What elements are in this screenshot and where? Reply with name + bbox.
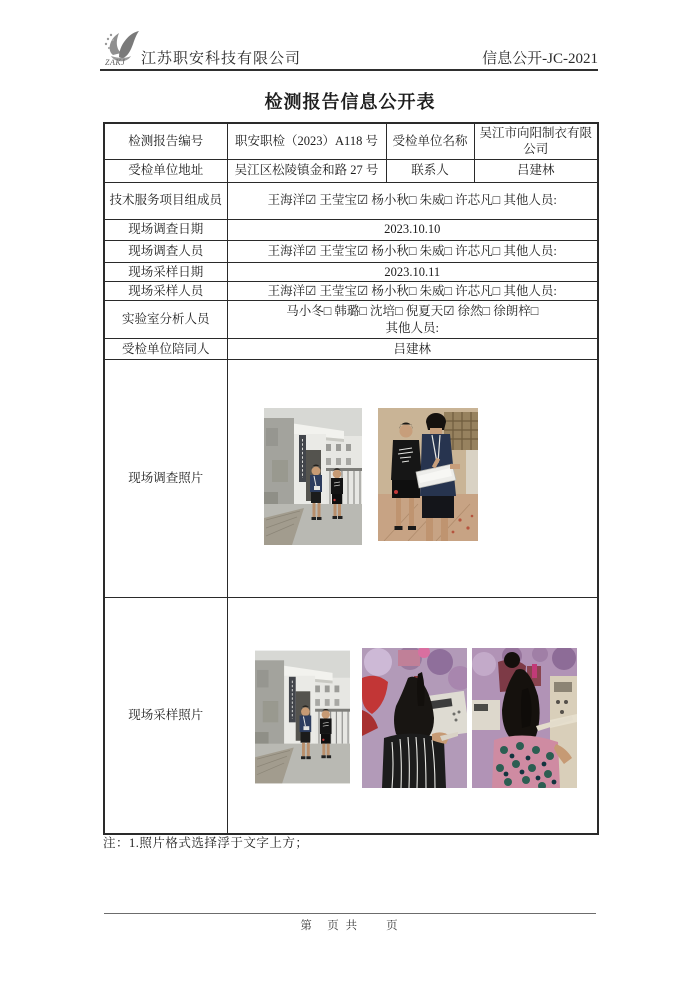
table-row: [104, 219, 598, 240]
page-number-text: 第 页 共 页: [300, 920, 400, 932]
table-row: [104, 598, 598, 834]
table-row: [104, 360, 598, 598]
analysts-line-2: 其他人员:: [385, 320, 439, 335]
table-row: [104, 339, 598, 360]
field-label: 现场采样人员: [104, 281, 227, 300]
field-label: 现场采样照片: [104, 598, 227, 834]
field-value: 2023.10.11: [227, 262, 598, 281]
field-label: 实验室分析人员: [104, 301, 227, 339]
sampling-photos-cell: [227, 598, 598, 834]
field-value: 2023.10.10: [227, 219, 598, 240]
header-rule: [100, 69, 598, 71]
factory-entrance-photo: [264, 408, 362, 545]
table-row: [104, 123, 598, 159]
field-label: 联系人: [386, 159, 474, 182]
field-value: 吴江市向阳制衣有限公司: [474, 123, 598, 159]
survey-photos-cell: [227, 360, 598, 598]
table-row: [104, 159, 598, 182]
field-label: 受检单位名称: [386, 123, 474, 159]
field-value: [227, 301, 598, 339]
field-value: 吕建林: [227, 339, 598, 360]
field-label: 受检单位地址: [104, 159, 227, 182]
field-value: 王海洋☑ 王莹宝☑ 杨小秋□ 朱威□ 许芯凡□ 其他人员:: [227, 281, 598, 300]
page-title: 检测报告信息公开表: [264, 92, 436, 112]
indoor-signing-photo: [378, 408, 478, 541]
table-row: [104, 262, 598, 281]
field-label: 受检单位陪同人: [104, 339, 227, 360]
field-label: 检测报告编号: [104, 123, 227, 159]
table-row: [104, 182, 598, 219]
field-value: 职安职检（2023）A118 号: [227, 123, 386, 159]
field-value: 吴江区松陵镇金和路 27 号: [227, 159, 386, 182]
sewing-worker-floral-photo: [472, 648, 577, 788]
field-label: 现场调查照片: [104, 360, 227, 598]
factory-entrance-photo: [255, 648, 350, 786]
footnote: 注：1.照片格式选择浮于文字上方；: [103, 836, 309, 850]
logo-text: ZAKJ: [105, 58, 126, 67]
disclosure-form-table: [103, 122, 599, 835]
table-row: [104, 281, 598, 300]
footer-rule: [104, 913, 596, 914]
field-value: 王海洋☑ 王莹宝☑ 杨小秋□ 朱威□ 许芯凡□ 其他人员:: [227, 240, 598, 262]
sewing-worker-striped-photo: [362, 648, 467, 788]
field-label: 技术服务项目组成员: [104, 182, 227, 219]
table-row: [104, 301, 598, 339]
analysts-line-1: 马小冬□ 韩璐□ 沈培□ 倪夏天☑ 徐然□ 徐朗梓□: [286, 303, 539, 318]
company-logo: [99, 25, 145, 69]
document-code: 信息公开-JC-2021: [482, 51, 598, 67]
field-label: 现场调查人员: [104, 240, 227, 262]
field-label: 现场采样日期: [104, 262, 227, 281]
field-value: 吕建林: [474, 159, 598, 182]
field-label: 现场调查日期: [104, 219, 227, 240]
field-value: 王海洋☑ 王莹宝☑ 杨小秋□ 朱威□ 许芯凡□ 其他人员:: [227, 182, 598, 219]
company-name: 江苏职安科技有限公司: [141, 51, 302, 67]
table-row: [104, 240, 598, 262]
